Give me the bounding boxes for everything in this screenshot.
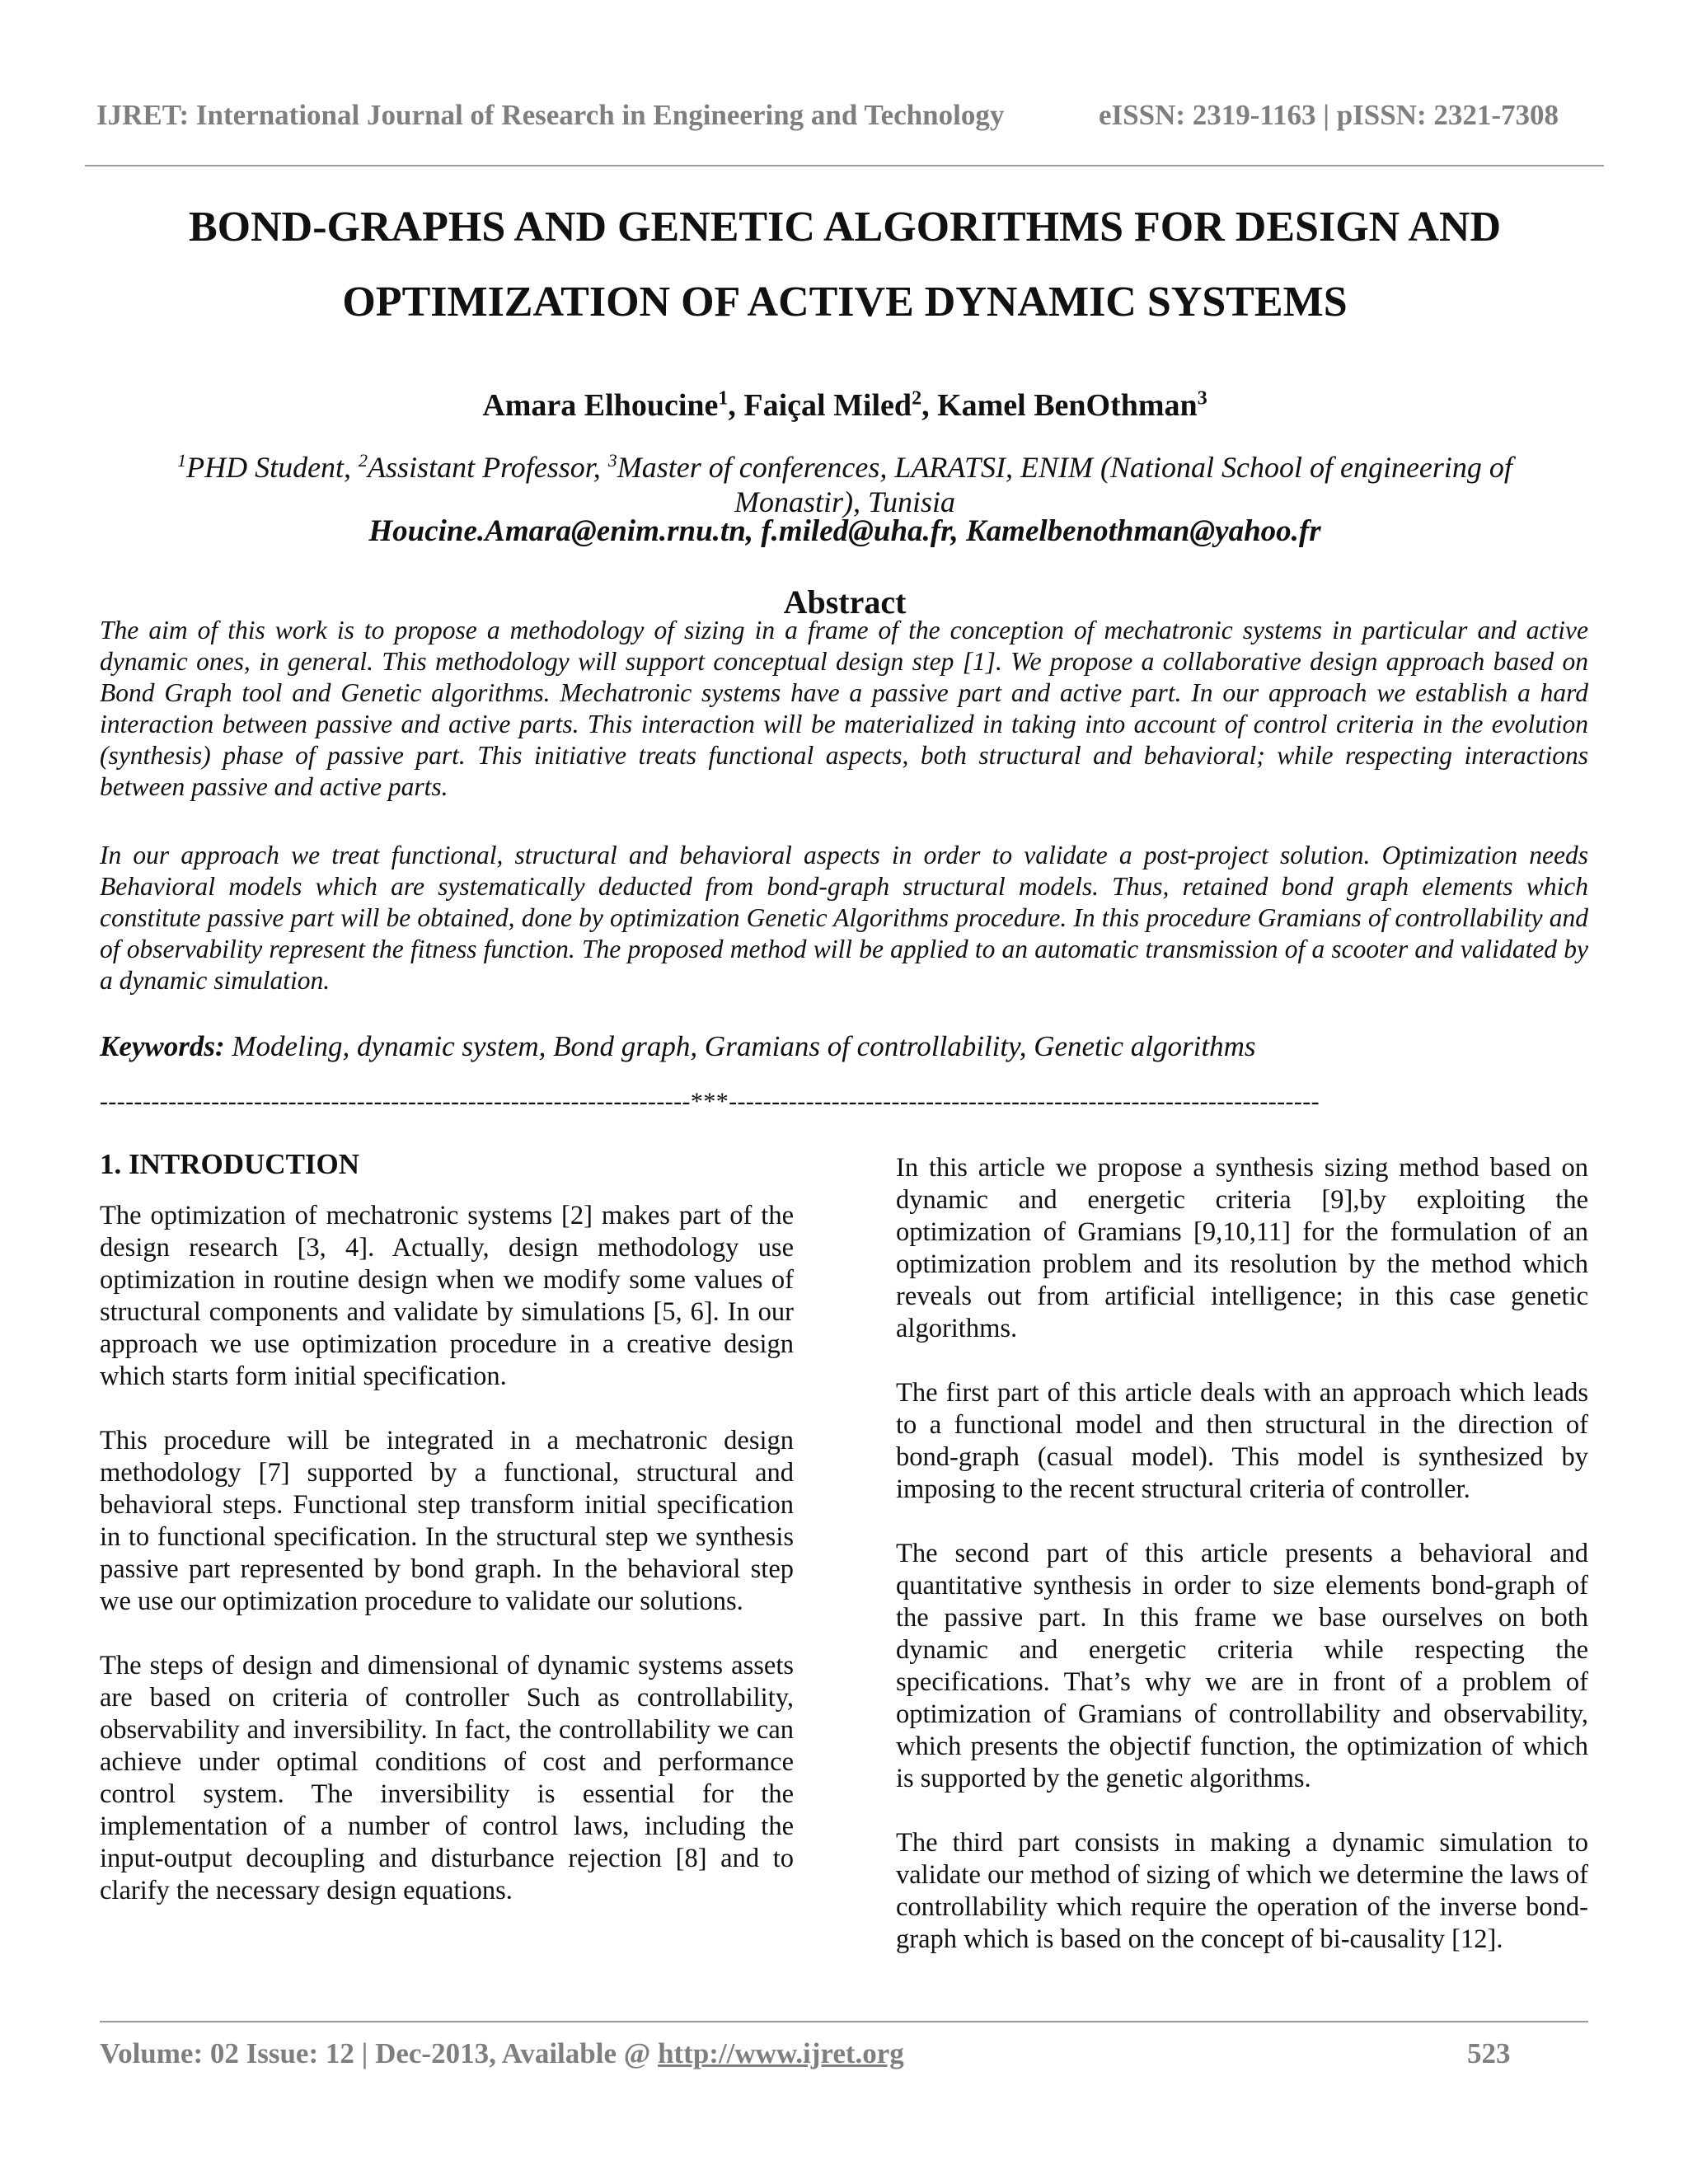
- section-separator: ---------------------------------------------------------------------***---------------------------------------------------------------------: [100, 1088, 1320, 1115]
- footer-volume-text: Volume: 02 Issue: 12 | Dec-2013, Available @: [100, 2037, 659, 2069]
- intro-right-paragraph: The first part of this article deals with an approach which leads to a functional model and then structural in the direction of bond-graph (casual model). This model is synthesized by imposing to the recent structural criteria of controller.: [896, 1378, 1588, 1504]
- footer-divider: [100, 2021, 1588, 2022]
- affil-role-2: Assistant Professor,: [368, 451, 608, 484]
- footer-volume: [100, 2037, 904, 2070]
- author-emails: Houcine.Amara@enim.rnu.tn, f.miled@uha.fr, Kamelbenothman@yahoo.fr: [368, 514, 1321, 548]
- affiliations: [132, 443, 1558, 519]
- author-1: Amara Elhoucine: [482, 388, 719, 423]
- author-list: Amara Elhoucine$^1$, Faiçal Miled$^2$, Kamel BenOthman$^3$: [482, 387, 1207, 423]
- journal-website-link[interactable]: http://www.ijret.org: [658, 2037, 904, 2069]
- affil-mark-3: 3: [607, 450, 617, 471]
- author-3: Kamel BenOthman: [937, 388, 1198, 423]
- page-number: 523: [1467, 2037, 1511, 2069]
- intro-left-paragraph: This procedure will be integrated in a mechatronic design methodology [7] supported by a functional, structural and behavioral steps. Functional step transform initial specification in to functional specification. In the structural step we synthesis passive part represented by bond graph. In the behavioral step we use our optimization procedure to validate our solutions.: [100, 1426, 794, 1616]
- left-column: [100, 1200, 794, 1939]
- intro-left-paragraph: The steps of design and dimensional of dynamic systems assets are based on criteria of controller Such as controllability, observability and inversibility. In fact, the controllability we can achieve under optimal conditions of cost and performance control system. The inversibility is essential for the implementation of a number of control laws, including the input-output decoupling and disturbance rejection [8] and to clarify the necessary design equations.: [100, 1651, 794, 1905]
- paper-title-line-2: OPTIMIZATION OF ACTIVE DYNAMIC SYSTEMS: [342, 279, 1348, 326]
- keywords: [100, 1030, 1588, 1063]
- affil-mark-1: 1: [177, 450, 187, 471]
- journal-header: IJRET: International Journal of Research in Engineering and Technology: [96, 99, 1005, 131]
- abstract-paragraph-1: The aim of this work is to propose a methodology of sizing in a frame of the conception of mechatronic systems in particular and active dynamic ones, in general. This methodology will support conceptual design step [1]. We propose a collaborative design approach based on Bond Graph tool and Genetic algorithms. Mechatronic systems have a passive part and active part. In our approach we establish a hard interaction between passive and active parts. This interaction will be materialized in taking into account of control criteria in the evolution (synthesis) phase of passive part. This initiative treats functional aspects, both structural and behavioral; while respecting interactions between passive and active parts.: [100, 616, 1588, 801]
- abstract-paragraph-2: In our approach we treat functional, structural and behavioral aspects in order to validate a post-project solution. Optimization needs Behavioral models which are systematically deducted from bond-graph structural models. Thus, retained bond graph elements which constitute passive part will be obtained, done by optimization Genetic Algorithms procedure. In this procedure Gramians of controllability and of observability represent the fitness function. The proposed method will be applied to an automatic transmission of a scooter and validated by a dynamic simulation.: [100, 841, 1588, 995]
- affil-role-1: PHD Student,: [186, 451, 359, 484]
- paper-title-line-1: BOND-GRAPHS AND GENETIC ALGORITHMS FOR DESIGN AND: [189, 204, 1501, 251]
- author-2-mark: 2: [912, 387, 922, 410]
- intro-right-paragraph: The third part consists in making a dynamic simulation to validate our method of sizing of which we determine the laws of controllability which require the operation of the inverse bond-graph which is based on the concept of bi-causality [12].: [896, 1828, 1588, 1954]
- intro-left-paragraph: The optimization of mechatronic systems [2] makes part of the design research [3, 4]. Actually, design methodology use optimization in routine design when we modify some values of structural components and validate by simulations [5, 6]. In our approach we use optimization procedure in a creative design which starts form initial specification.: [100, 1201, 794, 1391]
- author-1-mark: 1: [718, 387, 729, 410]
- affil-role-3: Master of conferences, LARATSI, ENIM (National School of engineering of Monastir), Tunisia: [617, 451, 1512, 518]
- right-column: [896, 1152, 1588, 1988]
- introduction-heading: 1. INTRODUCTION: [100, 1148, 360, 1180]
- keywords-label: Keywords:: [100, 1030, 225, 1062]
- author-2: Faiçal Miled: [743, 388, 912, 423]
- keywords-text: Modeling, dynamic system, Bond graph, Gramians of controllability, Genetic algorithms: [224, 1030, 1256, 1062]
- intro-right-paragraph: The second part of this article presents a behavioral and quantitative synthesis in order to size elements bond-graph of the passive part. In this frame we base ourselves on both dynamic and energetic criteria while respecting the specifications. That’s why we are in front of a problem of optimization of Gramians of controllability and observability, which presents the objectif function, the optimization of which is supported by the genetic algorithms.: [896, 1539, 1588, 1793]
- intro-right-paragraph: In this article we propose a synthesis sizing method based on dynamic and energetic criteria [9],by exploiting the optimization of Gramians [9,10,11] for the formulation of an optimization problem and its resolution by the method which reveals out from artificial intelligence; in this case genetic algorithms.: [896, 1153, 1588, 1343]
- issn-header: eISSN: 2319-1163 | pISSN: 2321-7308: [1099, 99, 1559, 131]
- header-divider: [85, 165, 1604, 166]
- abstract-heading: Abstract: [783, 583, 907, 621]
- affil-mark-2: 2: [359, 450, 368, 471]
- author-3-mark: 3: [1197, 387, 1207, 410]
